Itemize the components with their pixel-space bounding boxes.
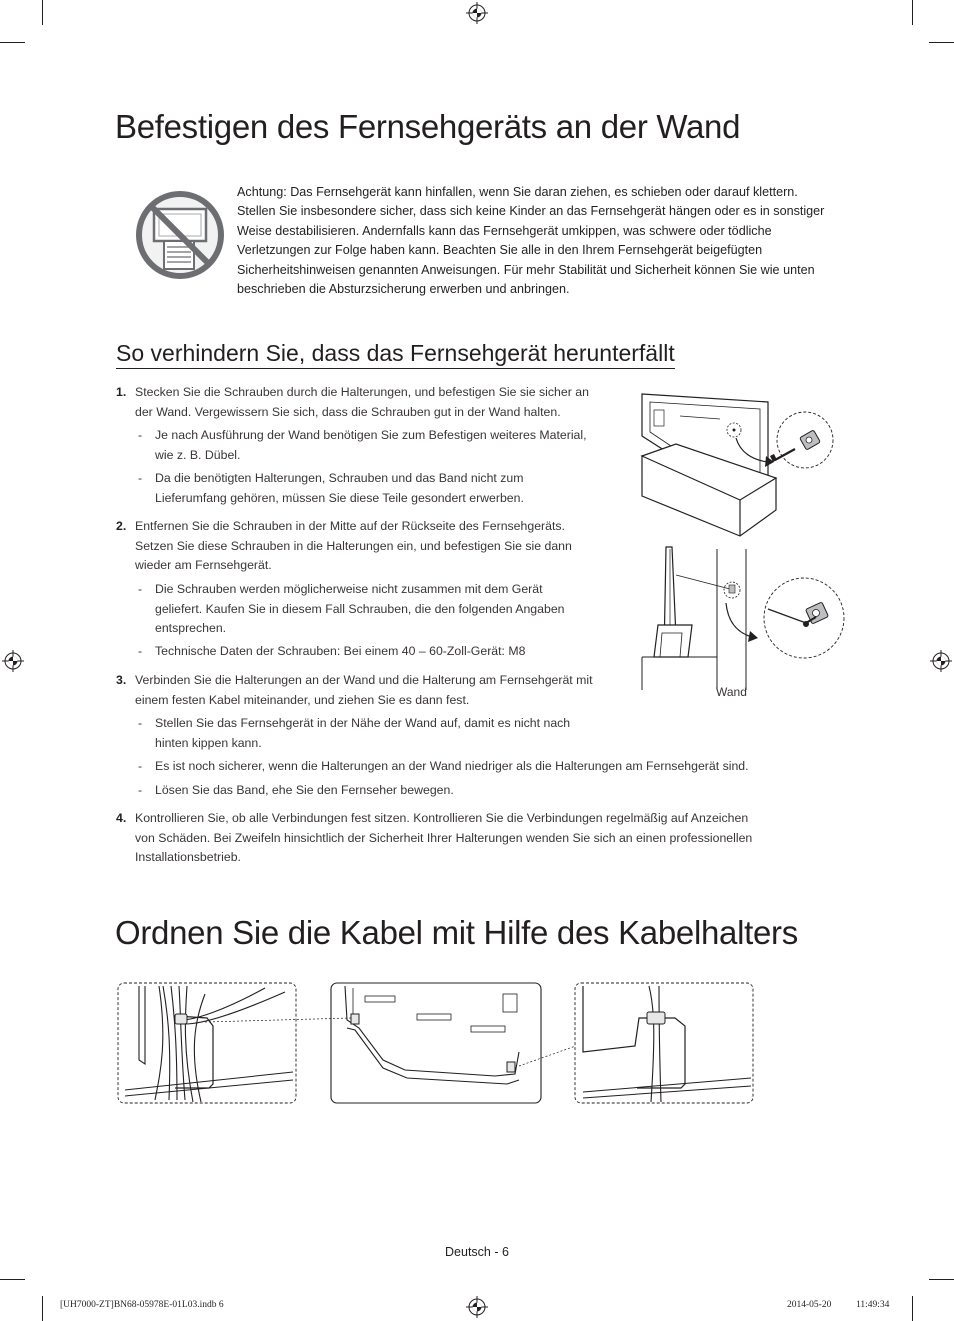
- footer-file: [UH7000-ZT]BN68-05978E-01L03.indb 6: [60, 1300, 224, 1310]
- note-line: Stellen Sie das Fernsehgerät in der Nähe der Wand auf, damit es nicht nach: [155, 716, 571, 730]
- step-line: einem festen Kabel miteinander, und ziehen Sie es dann fest.: [135, 692, 470, 707]
- note-line: Lieferumfang gehören, müssen Sie diese Teile gesondert erwerben.: [155, 490, 524, 505]
- note-line: Je nach Ausführung der Wand benötigen Sie zum Befestigen weiteres Material,: [155, 428, 587, 442]
- step-number: 4.: [116, 811, 127, 825]
- section-title-wall-mount: Befestigen des Fernsehgeräts an der Wand: [115, 108, 741, 145]
- bullet-dash: -: [138, 471, 143, 485]
- note-line: Es ist noch sicherer, wenn die Halterungen an der Wand niedriger als die Halterungen am Fernsehgerät sind.: [155, 759, 749, 773]
- wall-label: Wand: [716, 685, 747, 699]
- tv-rear-bracket-illustration: [640, 390, 840, 540]
- tv-side-wall-illustration: [640, 545, 845, 690]
- registration-mark-icon: [2, 650, 24, 672]
- bullet-dash: -: [138, 582, 143, 596]
- note-line: wie z. B. Dübel.: [155, 447, 241, 462]
- crop-mark: [912, 1296, 913, 1321]
- note-line: Lösen Sie das Band, ehe Sie den Fernseher bewegen.: [155, 783, 454, 797]
- bullet-dash: -: [138, 644, 143, 658]
- note-line: Die Schrauben werden möglicherweise nicht zusammen mit dem Gerät: [155, 582, 543, 596]
- crop-mark: [42, 1296, 43, 1321]
- no-climbing-tv-icon: [134, 189, 226, 281]
- step-line: Verbinden Sie die Halterungen an der Wand und die Halterung am Fernsehgerät mit: [135, 673, 593, 687]
- footer-date: 2014-05-20: [787, 1300, 832, 1310]
- registration-mark-icon: [466, 1296, 488, 1318]
- bullet-dash: -: [138, 783, 143, 797]
- step-number: 2.: [116, 519, 127, 533]
- registration-mark-icon: [466, 2, 488, 24]
- subsection-title: So verhindern Sie, dass das Fernsehgerät herunterfällt: [116, 340, 675, 369]
- section-title-cable-holder: Ordnen Sie die Kabel mit Hilfe des Kabelhalters: [115, 914, 798, 951]
- footer-time: 11:49:34: [856, 1300, 890, 1310]
- crop-mark: [0, 1279, 25, 1280]
- crop-mark: [42, 0, 43, 25]
- step-number: 3.: [116, 673, 127, 687]
- step-line: Entfernen Sie die Schrauben in der Mitte auf der Rückseite des Fernsehgeräts.: [135, 519, 565, 533]
- bullet-dash: -: [138, 716, 143, 730]
- step-line: Stecken Sie die Schrauben durch die Halterungen, und befestigen Sie sie sicher an: [135, 385, 589, 399]
- registration-mark-icon: [930, 650, 952, 672]
- cable-holder-illustration: [115, 980, 757, 1106]
- note-line: Da die benötigten Halterungen, Schrauben und das Band nicht zum: [155, 471, 524, 485]
- warning-text: Achtung: Das Fernsehgerät kann hinfallen, wenn Sie daran ziehen, es schieben oder darauf klettern. Stellen Sie insbesondere sicher, dass sich keine Kinder an das Fernsehgerät hängen oder es in sonstiger Weise destabilisieren. Andernfalls kann das Fernsehgerät umkippen, was schwere oder tödliche Verletzungen zur Folge haben kann. Beachten Sie alle in den Ihrem Fernsehgerät beigefügten Sicherheitshinweisen genannten Anweisungen. Für mehr Stabilität und Sicherheit können Sie wie unten beschrieben die Absturzsicherung erwerben und anbringen.: [237, 185, 825, 297]
- note-line: geliefert. Kaufen Sie in diesem Fall Schrauben, die den folgenden Angaben: [155, 601, 565, 616]
- step-number: 1.: [116, 385, 127, 399]
- crop-mark: [0, 42, 25, 43]
- bullet-dash: -: [138, 428, 143, 442]
- note-line: Technische Daten der Schrauben: Bei einem 40 – 60-Zoll-Gerät: M8: [155, 644, 526, 658]
- step-line: Kontrollieren Sie, ob alle Verbindungen fest sitzen. Kontrollieren Sie die Verbindungen regelmäßig auf Anzeichen: [135, 811, 749, 825]
- step-line: Installationsbetrieb.: [135, 850, 241, 864]
- step-line: von Schäden. Bei Zweifeln hinsichtlich der Sicherheit Ihrer Halterungen wenden Sie sich an einen professionellen: [135, 830, 753, 845]
- step-line: der Wand. Vergewissern Sie sich, dass die Schrauben gut in der Wand halten.: [135, 404, 561, 419]
- crop-mark: [912, 0, 913, 25]
- bullet-dash: -: [138, 759, 143, 773]
- note-line: entsprechen.: [155, 621, 227, 635]
- crop-mark: [929, 1279, 954, 1280]
- page-number: Deutsch - 6: [445, 1245, 509, 1259]
- note-line: hinten kippen kann.: [155, 735, 262, 750]
- step-line: Setzen Sie diese Schrauben in die Halterungen ein, und befestigen Sie sie dann: [135, 538, 572, 553]
- step-line: wieder am Fernsehgerät.: [135, 558, 272, 572]
- crop-mark: [929, 42, 954, 43]
